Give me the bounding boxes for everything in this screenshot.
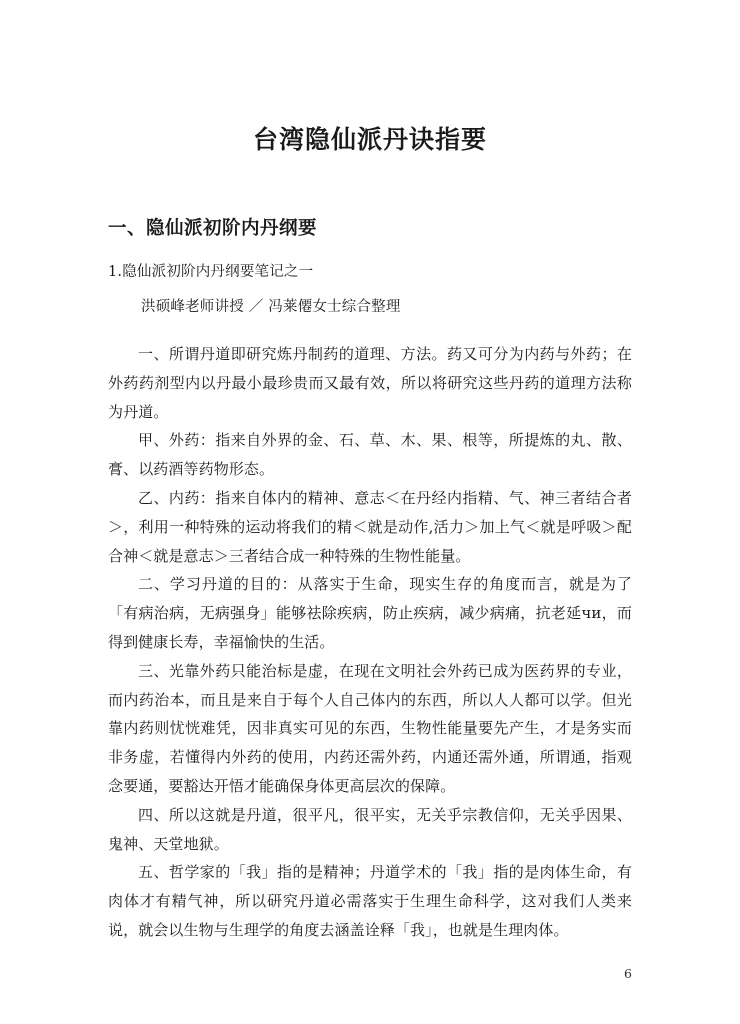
page-number: 6 — [624, 966, 632, 981]
body-paragraph: 四、所以这就是丹道，很平凡，很平实，无关乎宗教信仰，无关乎因果、鬼神、天堂地狱。 — [108, 805, 632, 853]
body-paragraph: 一、所谓丹道即研究炼丹制药的道理、方法。药又可分为内药与外药；在外药药剂型内以丹最小最珍贵而又最有效，所以将研究这些丹药的道理方法称为丹道。 — [108, 345, 632, 421]
subsection-heading: 1.隐仙派初阶内丹纲要笔记之一 — [108, 264, 314, 280]
body-paragraph: 五、哲学家的「我」指的是精神；丹道学术的「我」指的是肉体生命，有肉体才有精气神，所以研究丹道必需落实于生理生命科学，这对我们人类来说，就会以生物与生理学的角度去涵盖诠释「我」，也就是生理肉体。 — [108, 863, 632, 939]
body-paragraph: 二、学习丹道的目的：从落实于生命，现实生存的角度而言，就是为了「有病治病，无病强身」能够祛除疾病，防止疾病，减少病痛，抗老延чи，而得到健康长寿，幸福愉快的生活。 — [108, 575, 632, 651]
body-paragraph: 三、光靠外药只能治标是虚，在现在文明社会外药已成为医药界的专业，而内药治本，而且是来自于每个人自己体内的东西，所以人人都可以学。但光靠内药则忧恍难凭，因非真实可见的东西，生物性能量要先产生，才是务实而非务虚，若懂得内外药的使用，内药还需外药，内通还需外通，所谓通，指观念要通，要豁达开悟才能确保身体更高层次的保障。 — [108, 661, 632, 795]
body-paragraph: 乙、内药：指来自体内的精神、意志＜在丹经内指精、气、神三者结合者＞，利用一种特殊的运动将我们的精＜就是动作,活力＞加上气＜就是呼吸＞配合神＜就是意志＞三者结合成一种特殊的生物性能量。 — [108, 488, 632, 565]
page-title: 台湾隐仙派丹诀指要 — [252, 125, 487, 154]
section-heading: 一、隐仙派初阶内丹纲要 — [108, 218, 318, 239]
page-content — [108, 0, 632, 945]
body-paragraph: 甲、外药：指来自外界的金、石、草、木、果、根等，所提炼的丸、散、膏、以药酒等药物形态。 — [108, 431, 632, 479]
byline: 洪硕峰老师讲授 ／ 冯莱僊女士综合整理 — [141, 299, 401, 315]
